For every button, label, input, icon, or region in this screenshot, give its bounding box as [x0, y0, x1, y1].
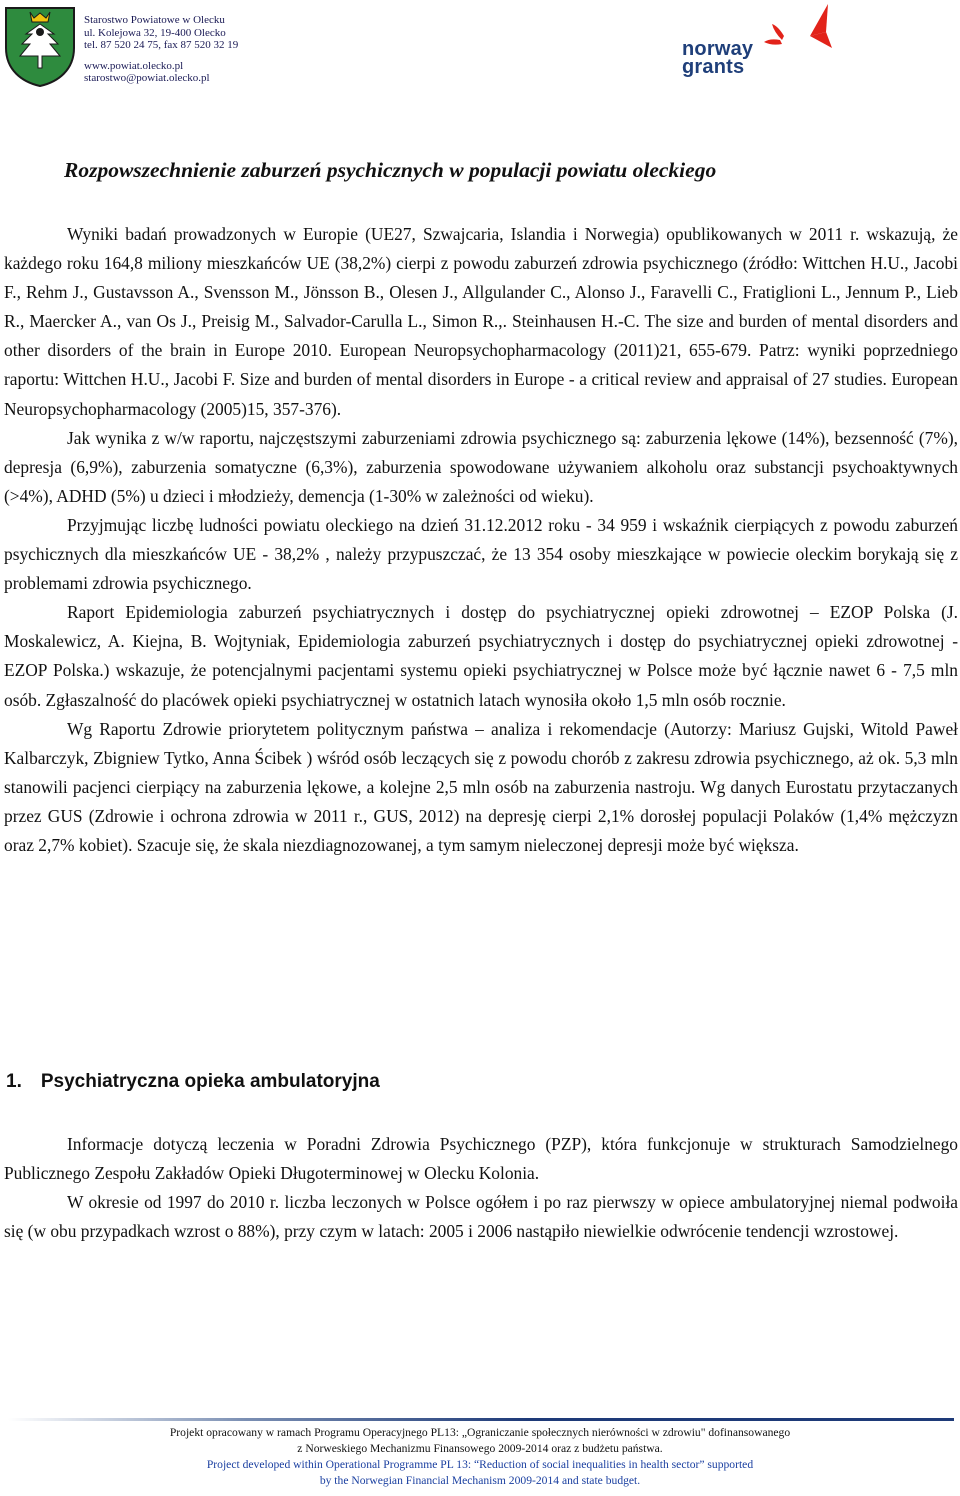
- footer-en-line: Project developed within Operational Programme PL 13: “Reduction of social inequalities in health sector” supported: [206, 1458, 754, 1471]
- paragraph: Raport Epidemiologia zaburzeń psychiatrycznych i dostęp do psychiatrycznej opieki zdrowotnej – EZOP Polska (J. Moskalewicz, A. Kiejna, B. Wojtyniak, Epidemiologia zaburzeń psychiatrycznych i dostęp do psychiatrycznej opieki zdrowotnej - EZOP Polska.) wskazuje, że potencjalnymi pacjentami systemu opieki psychiatrycznej w Polsce może być łącznie nawet 6 - 7,5 mln osób. Zgłaszalność do placówek opieki psychiatrycznej w ostatnich latach wynosiła około 1,5 mln osób rocznie.: [4, 602, 958, 710]
- office-website[interactable]: www.powiat.olecko.pl: [84, 59, 184, 72]
- section-heading: 1. Psychiatryczna opieka ambulatoryjna: [6, 1071, 380, 1092]
- section-text: [4, 1130, 958, 1246]
- office-line: ul. Kolejowa 32, 19-400 Olecko: [84, 26, 226, 39]
- paragraph: Jak wynika z w/w raportu, najczęstszymi zaburzeniami zdrowia psychicznego są: zaburzenia lękowe (14%), bezsenność (7%), depresja (6,9%), zaburzenia somatyczne (6,3%), zaburzenia spowodowane używaniem alkoholu oraz substancji psychoaktywnych (>4%), ADHD (5%) u dzieci i młodzieży, demencja (1-30% w zależności od wieku).: [4, 427, 958, 506]
- coat-of-arms-icon: [2, 4, 78, 88]
- paragraph: Informacje dotyczą leczenia w Poradni Zdrowia Psychicznego (PZP), która funkcjonuje w strukturach Samodzielnego Publicznego Zespołu Zakładów Opieki Długoterminowej w Olecku Kolonia.: [4, 1134, 958, 1184]
- logo-word-grants: grants: [682, 56, 745, 78]
- paragraph: Wyniki badań prowadzonych w Europie (UE27, Szwajcaria, Islandia i Norwegia) opublikowanych w 2011 r. wskazują, że każdego roku 164,8 miliony mieszkańców UE (38,2%) cierpi z powodu zaburzeń zdrowia psychicznego (źródło: Wittchen H.U., Jacobi F., Rehm J., Gustavsson A., Svensson M., Jönsson B., Olesen J., Allgulander C., Alonso J., Faravelli C., Fratiglioni L., Jennum P., Lieb R., Maercker A., van Os J., Preisig M., Salvador-Carulla L., Simon R.,. Steinhausen H.-C. The size and burden of mental disorders and other disorders of the brain in Europe 2010. European Neuropsychopharmacology (2011)21, 655-679. Patrz: wyniki poprzedniego raportu: Wittchen H.U., Jacobi F. Size and burden of mental disorders in Europe - a critical review and appraisal of 27 studies. European Neuropsychopharmacology (2005)15, 357-376).: [4, 224, 958, 419]
- main-text: [4, 220, 958, 860]
- footer-pl-line: Projekt opracowany w ramach Programu Operacyjnego PL13: „Ograniczanie społecznych nierówności w zdrowiu" dofinansowanego: [169, 1426, 791, 1439]
- page-footer: [0, 1425, 960, 1489]
- footer-pl-line: z Norweskiego Mechanizmu Finansowego 2009-2014 oraz z budżetu państwa.: [297, 1442, 663, 1455]
- office-email[interactable]: starostwo@powiat.olecko.pl: [84, 72, 210, 84]
- page-title: Rozpowszechnienie zaburzeń psychicznych w populacji powiatu oleckiego: [64, 158, 717, 182]
- norway-grants-logo: [660, 0, 960, 96]
- footer-divider: [8, 1418, 954, 1421]
- logo-wordmark: [682, 40, 753, 76]
- paragraph: Wg Raportu Zdrowie priorytetem politycznym państwa – analiza i rekomendacje (Autorzy: Mariusz Gujski, Witold Paweł Kalbarczyk, Zbigniew Tytko, Anna Ścibek ) wśród osób leczących się z powodu chorób z zakresu zdrowia psychicznego, aż ok. 5,3 mln stanowili pacjenci cierpiący na zaburzenia lękowe, a kolejne 2,5 mln osób na zaburzenia nastroju. Wg danych Eurostatu przytaczanych przez GUS (Zdrowie i ochrona zdrowia w 2011 r., GUS, 2012) na depresję cierpi 2,1% dorosłej populacji Polaków (1,4% mężczyzn oraz 2,7% kobiet). Szacuje się, że skala niezdiagnozowanej, a tym samym nieleczonej depresji może być większa.: [4, 718, 958, 855]
- logo-word-norway: norway: [682, 38, 754, 60]
- footer-en-line: by the Norwegian Financial Mechanism 2009-2014 and state budget.: [319, 1474, 641, 1487]
- paragraph: Przyjmując liczbę ludności powiatu oleckiego na dzień 31.12.2012 roku - 34 959 i wskaźnik cierpiących z powodu zaburzeń psychicznych dla mieszkańców UE - 38,2% , należy przypuszczać, że 13 354 osoby mieszkające w powiecie oleckim borykają się z problemami zdrowia psychicznego.: [4, 514, 958, 594]
- office-address: [84, 14, 238, 85]
- page-header: [0, 0, 960, 100]
- office-line: Starostwo Powiatowe w Olecku: [84, 14, 225, 26]
- office-line: tel. 87 520 24 75, fax 87 520 32 19: [84, 39, 239, 51]
- paragraph: W okresie od 1997 do 2010 r. liczba leczonych w Polsce ogółem i po raz pierwszy w opiece ambulatoryjnej niemal podwoiła się (w obu przypadkach wzrost o 88%), przy czym w latach: 2005 i 2006 nastąpiło niewielkie odwrócenie tendencji wzrostowej.: [4, 1192, 958, 1242]
